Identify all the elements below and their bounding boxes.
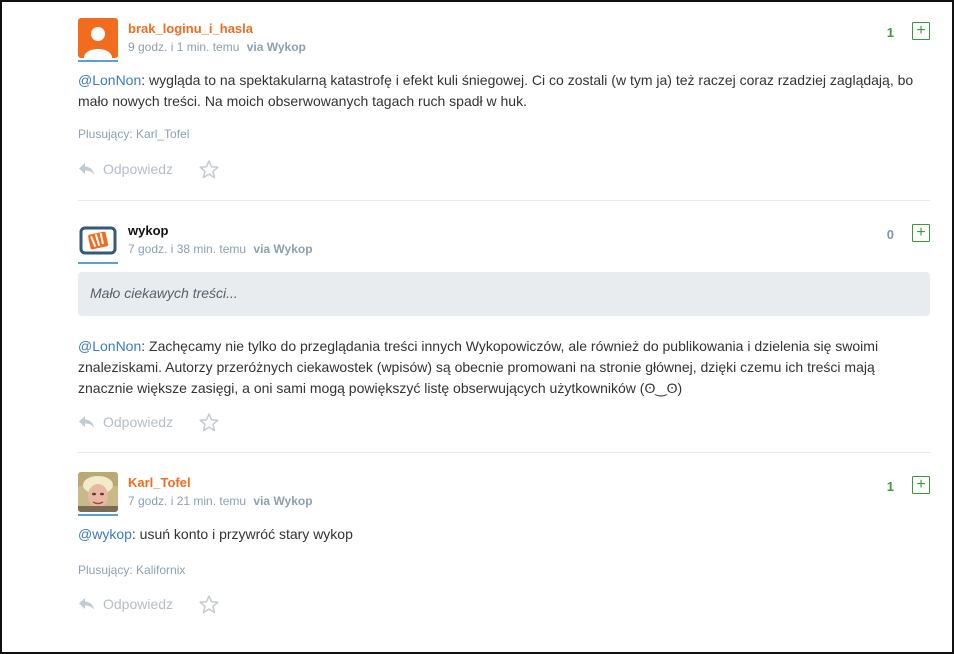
user-photo-avatar-icon — [78, 472, 118, 512]
vote-count: 1 — [886, 479, 894, 494]
author-name[interactable]: brak_loginu_i_hasla — [128, 21, 253, 36]
favorite-button[interactable] — [199, 595, 219, 614]
comment-actions — [78, 410, 219, 434]
reply-label: Odpowiedz — [103, 596, 174, 612]
favorite-button[interactable] — [199, 160, 219, 179]
avatar-underline — [78, 514, 118, 516]
author-name[interactable]: Karl_Tofel — [128, 475, 191, 490]
default-avatar-icon — [78, 18, 118, 58]
user-mention[interactable]: @LonNon — [78, 338, 142, 354]
avatar-underline — [78, 262, 118, 264]
comment-text: : Zachęcamy nie tylko do przeglądania treści innych Wykopowiczów, ale również do publikowania i dzielenia się swoimi znaleziskami. Autorzy przeróżnych ciekawostek (wpisów) są obecnie promowani na stronie głównej, dzięki czemu ich treści mają znacznie większe zasięgi, a oni sami mogą powiększyć listę obserwujących użytkowników (ʘ‿ʘ) — [78, 338, 879, 396]
comment-meta — [128, 40, 306, 54]
plusers-list[interactable]: Plusujący: Kalifornix — [78, 563, 186, 577]
reply-icon — [78, 597, 95, 611]
upvote-button[interactable]: + — [912, 224, 930, 242]
vote-count: 0 — [886, 227, 894, 242]
user-mention[interactable]: @LonNon — [78, 72, 142, 88]
star-icon — [199, 413, 219, 432]
plusers-list[interactable]: Plusujący: Karl_Tofel — [78, 127, 190, 141]
star-icon — [199, 595, 219, 614]
comment-meta — [128, 494, 313, 508]
comment-body — [78, 524, 930, 545]
comment-divider — [78, 200, 930, 201]
comment-body — [78, 336, 930, 399]
reply-label: Odpowiedz — [103, 161, 174, 177]
avatar[interactable] — [78, 220, 118, 260]
comment-time[interactable]: 7 godz. i 21 min. temu — [128, 494, 247, 508]
reply-button[interactable] — [78, 414, 173, 430]
comment-source: via Wykop — [253, 242, 313, 256]
reply-icon — [78, 162, 95, 176]
comment-meta — [128, 242, 313, 256]
comment-time[interactable]: 9 godz. i 1 min. temu — [128, 40, 240, 54]
upvote-button[interactable]: + — [912, 476, 930, 494]
comment-divider — [78, 452, 930, 453]
wykop-logo-icon — [78, 220, 118, 260]
reply-icon — [78, 415, 95, 429]
comment-source: via Wykop — [253, 494, 313, 508]
user-mention[interactable]: @wykop — [78, 526, 132, 542]
reply-button[interactable] — [78, 596, 173, 612]
avatar[interactable] — [78, 472, 118, 512]
avatar[interactable] — [78, 18, 118, 58]
author-name[interactable]: wykop — [128, 223, 169, 238]
notice-text: Mało ciekawych treści... — [90, 285, 238, 301]
comment-time[interactable]: 7 godz. i 38 min. temu — [128, 242, 247, 256]
comment-source: via Wykop — [246, 40, 306, 54]
star-icon — [199, 160, 219, 179]
comment-actions — [78, 592, 219, 616]
comment-actions — [78, 157, 219, 181]
comment-text: : usuń konto i przywróć stary wykop — [131, 526, 353, 542]
upvote-button[interactable]: + — [912, 22, 930, 40]
favorite-button[interactable] — [199, 413, 219, 432]
reply-label: Odpowiedz — [103, 414, 174, 430]
comment-text: : wygląda to na spektakularną katastrofę i efekt kuli śniegowej. Ci co zostali (w tym ja) też raczej coraz rzadziej zaglądają, bo mało nowych treści. Na moich obserwowanych tagach ruch spadł w huk. — [78, 72, 914, 109]
comment-body — [78, 70, 930, 112]
low-quality-notice[interactable] — [78, 272, 930, 316]
avatar-underline — [78, 60, 118, 62]
vote-count: 1 — [886, 25, 894, 40]
reply-button[interactable] — [78, 161, 173, 177]
